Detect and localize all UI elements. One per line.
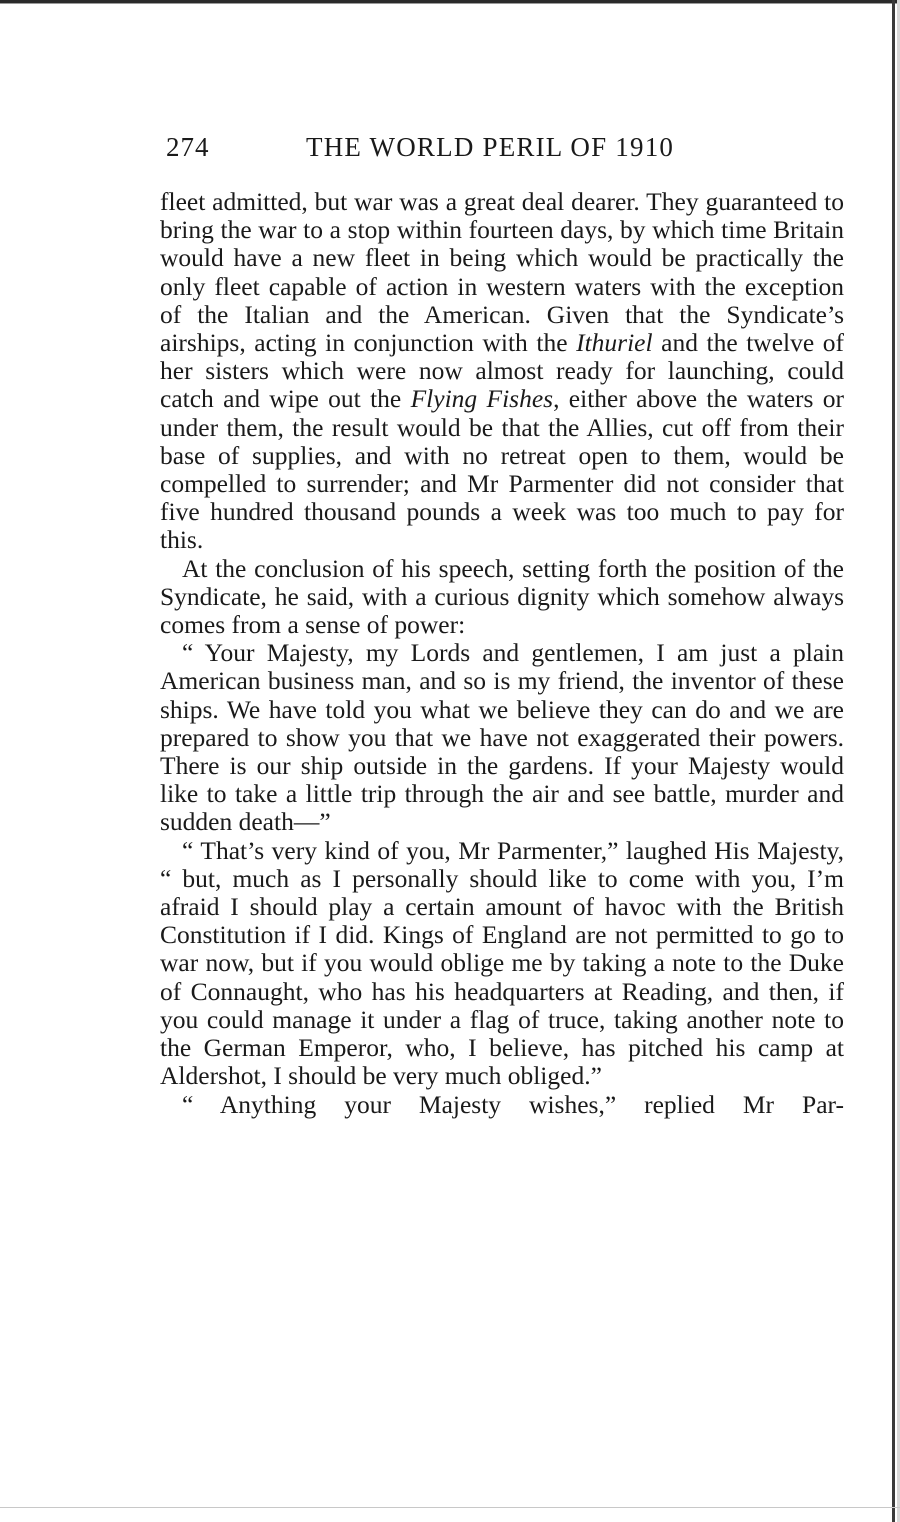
paragraph-1 [160,188,844,555]
scan-edge-top-shadow [0,3,900,4]
body-text [160,188,844,1119]
book-page [160,128,844,1119]
paragraph-5: “ Anything your Majesty wishes,” replied Mr Par- [182,1089,844,1119]
page-number: 274 [166,132,210,162]
paragraph-1-text-a: fleet admitted, but war was a great deal dearer. They guaranteed to bring the war to a stop within fourteen days, by which time Britain would have a new fleet in being which would be practically the only fleet capable of action in western waters with the exception of the Italian and the American. Given that the Syndicate’s airships, acting in conjunction with the [160,187,844,358]
page-header [160,128,844,168]
scan-edge-right [892,0,895,1522]
ship-name-flying-fishes: Flying Fishes [410,384,554,414]
ship-name-ithuriel: Ithuriel [576,328,653,358]
scan-edge-bottom [0,1507,900,1508]
paragraph-1-text-b: and the twelve of her sisters which were now almost ready for launching, could catch and wipe out the [160,328,844,414]
running-title: THE WORLD PERIL OF 1910 [306,132,675,162]
paragraph-1-text-c: , either above the waters or under them, the result would be that the Allies, cut off from their base of supplies, and with no retreat open to them, would be compelled to surrender; and Mr Parmenter did not consider that five hundred thousand pounds a week was too much to pay for this. [160,384,845,555]
paragraph-4: “ That’s very kind of you, Mr Parmenter,” laughed His Majesty, “ but, much as I personally should like to come with you, I’m afraid I should play a certain amount of havoc with the British Constitution if I did. Kings of England are not permitted to go to war now, but if you would oblige me by taking a note to the Duke of Connaught, who has his headquarters at Reading, and then, if you could manage it under a flag of truce, taking another note to the German Emperor, who, I believe, has pitched his camp at Aldershot, I should be very much obliged.” [160,835,844,1091]
paragraph-2: At the conclusion of his speech, setting forth the position of the Syndicate, he said, with a curious dignity which somehow always comes from a sense of power: [160,553,844,640]
paragraph-3: “ Your Majesty, my Lords and gentlemen, I am just a plain American business man, and so is my friend, the inventor of these ships. We have told you what we believe they can do and we are prepared to show you that we have not exaggerated their powers. There is our ship outside in the gardens. If your Majesty would like to take a little trip through the air and see battle, murder and sudden death—” [160,638,844,837]
